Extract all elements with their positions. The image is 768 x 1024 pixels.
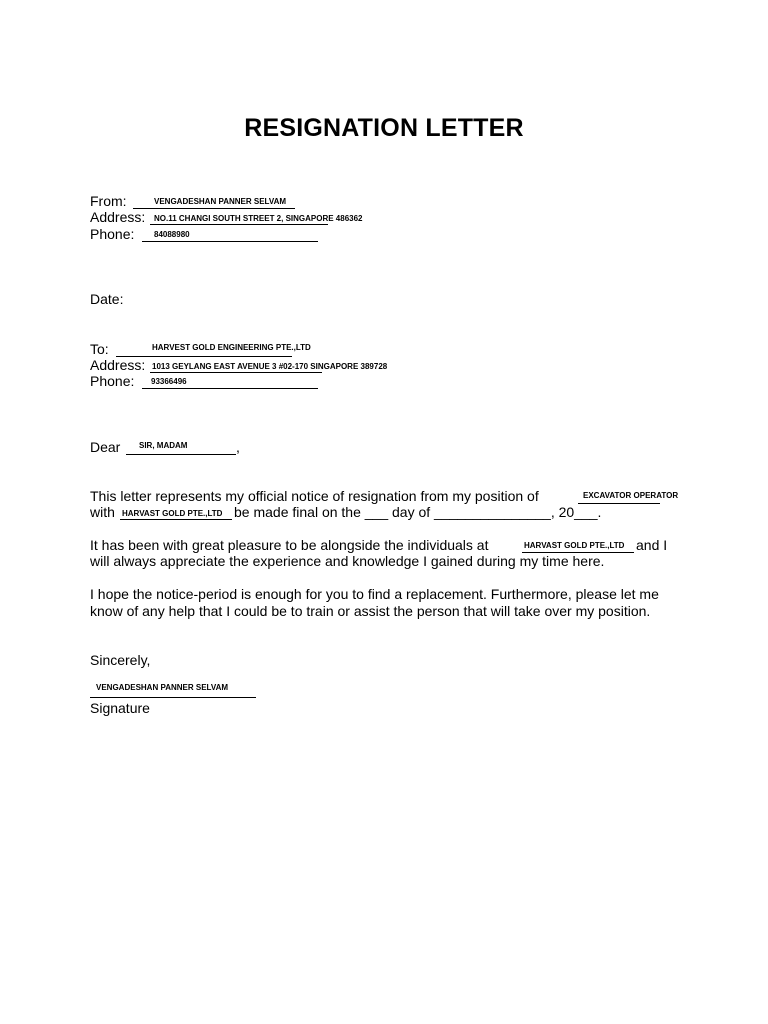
sender-phone-underline bbox=[142, 241, 318, 242]
p1-company-underline bbox=[120, 519, 232, 520]
recipient-address-underline bbox=[150, 372, 322, 373]
signature-underline bbox=[90, 697, 256, 698]
p2-text-c: will always appreciate the experience and knowledge I gained during my time here. bbox=[90, 553, 605, 569]
signature-name: VENGADESHAN PANNER SELVAM bbox=[96, 683, 229, 692]
recipient-phone-label: Phone: bbox=[90, 373, 135, 389]
position-value: EXCAVATOR OPERATOR bbox=[583, 491, 679, 500]
dear-comma: , bbox=[236, 439, 240, 455]
sender-address-label: Address: bbox=[90, 209, 146, 225]
p1-with-label: with bbox=[90, 504, 115, 520]
to-label: To: bbox=[90, 341, 109, 357]
p2-company-value: HARVAST GOLD PTE.,LTD bbox=[524, 541, 625, 550]
recipient-phone-value: 93366496 bbox=[151, 377, 187, 386]
signature-label: Signature bbox=[90, 700, 150, 716]
dear-value: SIR, MADAM bbox=[139, 441, 188, 450]
p1-text-a: This letter represents my official notice of resignation from my position of bbox=[90, 488, 539, 504]
p2-text-a: It has been with great pleasure to be alongside the individuals at bbox=[90, 537, 489, 553]
p2-text-b: and I bbox=[636, 537, 668, 553]
recipient-phone-underline bbox=[142, 388, 318, 389]
from-label: From: bbox=[90, 193, 127, 209]
recipient-address-label: Address: bbox=[90, 357, 146, 373]
from-value: VENGADESHAN PANNER SELVAM bbox=[154, 197, 287, 206]
p1-text-b: be made final on the ___ day of _______________, 20___. bbox=[234, 504, 602, 520]
from-underline bbox=[133, 208, 295, 209]
sender-address-value: NO.11 CHANGI SOUTH STREET 2, SINGAPORE 486362 bbox=[154, 214, 363, 223]
sender-address-underline bbox=[150, 224, 328, 225]
p3-text: I hope the notice-period is enough for you to find a replacement. Furthermore, please let me know of any help that I could be to train or assist the person that will take over my position. bbox=[90, 586, 659, 619]
dear-label: Dear bbox=[90, 439, 121, 455]
to-value: HARVEST GOLD ENGINEERING PTE.,LTD bbox=[152, 343, 311, 352]
p1-company-value: HARVAST GOLD PTE.,LTD bbox=[122, 509, 223, 518]
sender-phone-value: 84088980 bbox=[154, 230, 190, 239]
sender-phone-label: Phone: bbox=[90, 226, 135, 242]
recipient-address-value: 1013 GEYLANG EAST AVENUE 3 #02-170 SINGAPORE 389728 bbox=[152, 362, 388, 371]
date-label: Date: bbox=[90, 291, 124, 307]
dear-underline bbox=[126, 454, 236, 455]
closing: Sincerely, bbox=[90, 652, 151, 668]
letter-title: RESIGNATION LETTER bbox=[244, 114, 524, 142]
